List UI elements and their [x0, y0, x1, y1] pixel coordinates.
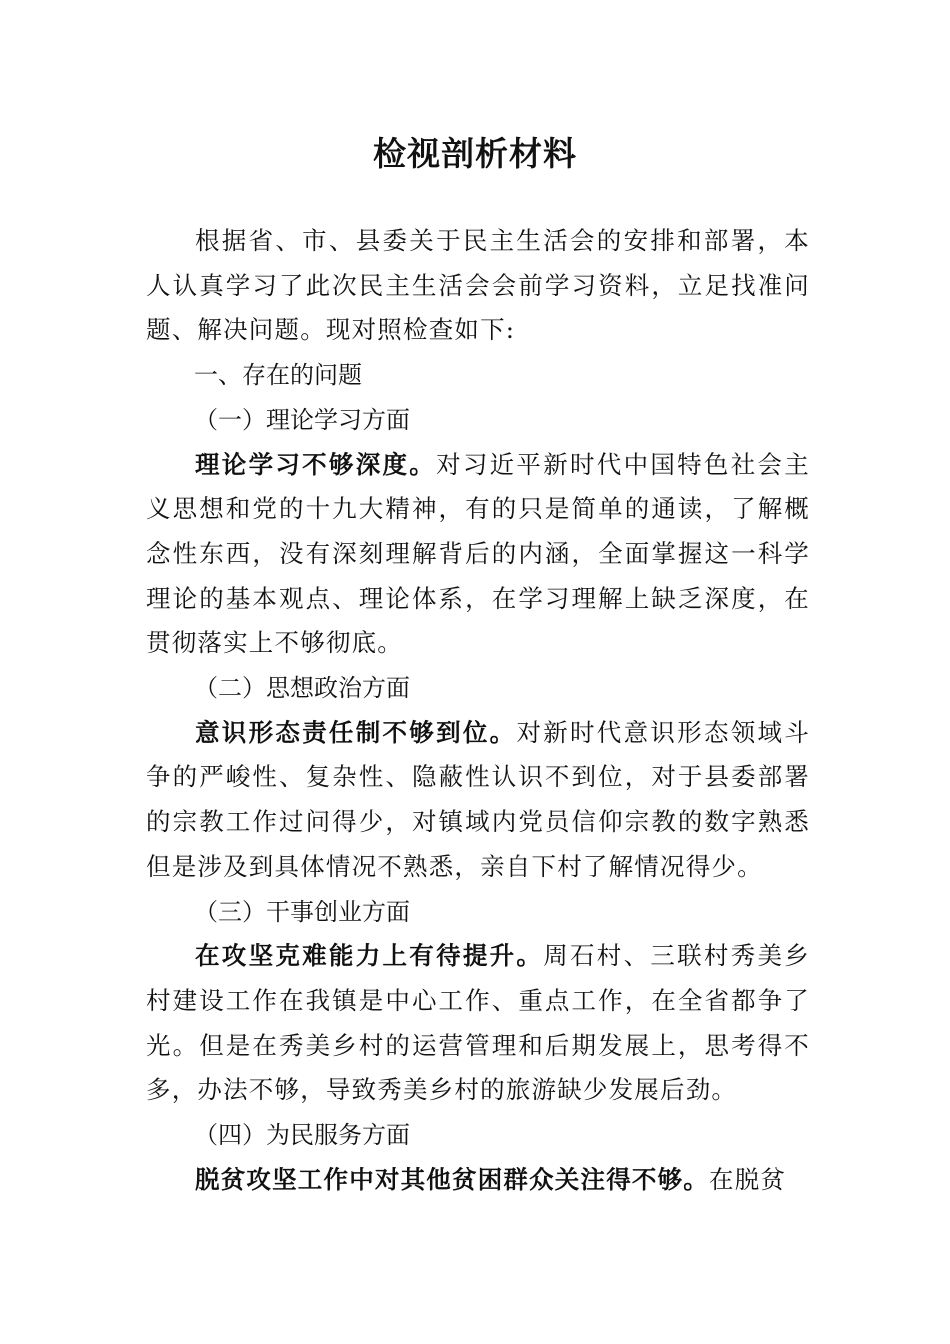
subsection-heading-work: （三）干事创业方面 [194, 897, 410, 926]
document-title: 检视剖析材料 [373, 134, 577, 173]
paragraph-text: 在脱贫 [709, 1164, 787, 1194]
paragraph-theory [146, 443, 810, 667]
paragraph-work [146, 934, 810, 1113]
intro-paragraph: 根据省、市、县委关于民主生活会的安排和部署，本人认真学习了此次民主生活会会前学习资料，立足找准问题、解决问题。现对照检查如下: [146, 226, 810, 345]
section-heading-problems: 一、存在的问题 [194, 361, 362, 390]
paragraph-lead: 意识形态责任制不够到位。 [195, 717, 517, 747]
subsection-heading-service: （四）为民服务方面 [194, 1121, 410, 1150]
paragraph-service [146, 1158, 810, 1203]
document-body [146, 219, 810, 1202]
paragraph-lead: 在攻坚克难能力上有待提升。 [195, 941, 544, 971]
paragraph-politics [146, 711, 810, 890]
paragraph-text: 对新时代意识形态领域斗争的严峻性、复杂性、隐蔽性认识不到位，对于县委部署的宗教工作过问得少，对镇域内党员信仰宗教的数字熟悉但是涉及到具体情况不熟悉，亲自下村了解情况得少。 [146, 717, 810, 881]
paragraph-text: 对习近平新时代中国特色社会主义思想和党的十九大精神，有的只是简单的通读，了解概念性东西，没有深刻理解背后的内涵，全面掌握这一科学理论的基本观点、理论体系，在学习理解上缺乏深度，在贯彻落实上不够彻底。 [146, 449, 810, 658]
subsection-heading-theory: （一）理论学习方面 [194, 405, 410, 434]
subsection-heading-politics: （二）思想政治方面 [194, 674, 410, 703]
paragraph-lead: 脱贫攻坚工作中对其他贫困群众关注得不够。 [195, 1164, 709, 1194]
paragraph-lead: 理论学习不够深度。 [195, 449, 437, 479]
paragraph-text: 周石村、三联村秀美乡村建设工作在我镇是中心工作、重点工作，在全省都争了光。但是在秀美乡村的运营管理和后期发展上，思考得不多，办法不够，导致秀美乡村的旅游缺少发展后劲。 [146, 941, 810, 1105]
